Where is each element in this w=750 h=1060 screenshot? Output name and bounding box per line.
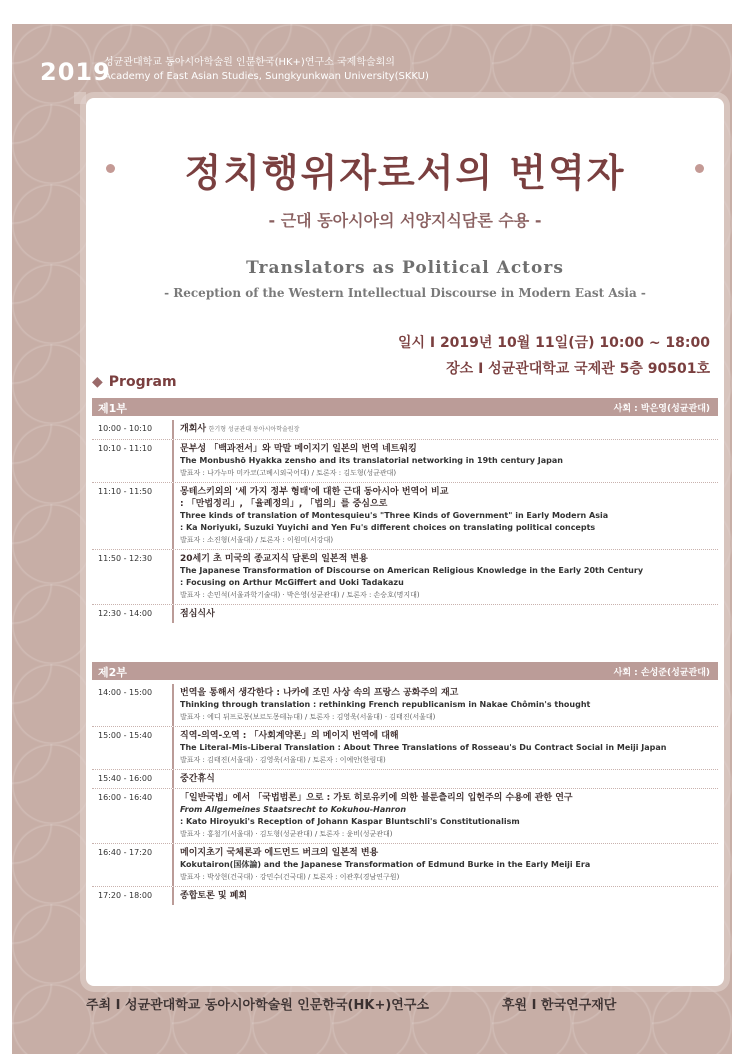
program-label: Program	[108, 374, 177, 390]
item-time: 11:10 - 11:50	[98, 487, 153, 496]
item-title-en: The Monbushō Hyakka zensho and its translatorial networking in 19th century Japan	[180, 456, 563, 465]
event-info	[398, 330, 710, 382]
item-body	[172, 684, 718, 726]
item-presenters: 발표자 : 박상현(건국대) · 강민수(건국대) / 토론자 : 이관후(경남연구원)	[180, 873, 400, 881]
item-subtitle-en: : Focusing on Arthur McGiffert and Uoki Tadakazu	[180, 578, 404, 587]
header-text	[104, 56, 429, 84]
item-time: 10:10 - 11:10	[98, 444, 153, 453]
schedule-item	[92, 550, 718, 605]
item-presenters: 발표자 : 나가누마 미카코(고베시외국어대) / 토론자 : 김도형(성균관대)	[180, 469, 397, 477]
item-body	[172, 844, 718, 886]
event-date: 일시 I 2019년 10월 11일(금) 10:00 ~ 18:00	[397, 335, 710, 351]
diamond-icon: ◆	[92, 374, 103, 390]
item-title-ko: 점심식사	[180, 609, 215, 619]
header-line1: 성균관대학교 동아시아학술원 인문한국(HK+)연구소 국제학술회의	[104, 57, 395, 68]
item-body	[172, 789, 718, 843]
item-time: 12:30 - 14:00	[98, 609, 153, 618]
schedule-item	[92, 440, 718, 483]
item-body	[172, 483, 718, 549]
item-presenters: 발표자 : 홍철기(서울대) · 김도형(성균관대) / 토론자 : 윤비(성균관대)	[180, 830, 393, 838]
item-subtitle-ko: : 「만법정리」, 「율례정의」, 「법의」를 중심으로	[180, 499, 388, 509]
session2-bar	[92, 662, 718, 680]
program-heading	[92, 374, 177, 390]
item-body	[172, 770, 718, 788]
session2-name: 제2부	[98, 666, 127, 679]
item-time: 10:00 - 10:10	[98, 424, 153, 433]
item-presenters: 발표자 : 소진형(서울대) / 토론자 : 이원미(서강대)	[180, 536, 334, 544]
item-title-en: The Literal-Mis-Liberal Translation : About Three Translations of Rosseau's Du Contract Social in Meiji Japan	[180, 743, 667, 752]
item-presenters: 발표자 : 에디 뒤프로몽(보르도몽테뉴대) / 토론자 : 김영욱(서울대) · 김태진(서울대)	[180, 713, 436, 721]
item-title-en: Thinking through translation : rethinking French republicanism in Nakae Chômin's thought	[180, 700, 591, 709]
content-card	[86, 98, 724, 986]
item-body	[172, 440, 718, 482]
item-title-ko: 직역-의역-오역 : 「사회계약론」의 메이지 번역에 대해	[180, 731, 399, 741]
schedule-item	[92, 770, 718, 789]
item-time: 15:00 - 15:40	[98, 731, 153, 740]
item-presenters: 발표자 : 손민석(서울과학기술대) · 박은영(성균관대) / 토론자 : 손승호(명지대)	[180, 591, 420, 599]
item-time: 15:40 - 16:00	[98, 774, 153, 783]
item-title-en: Kokutairon(国体論) and the Japanese Transformation of Edmund Burke in the Early Meiji Era	[180, 860, 591, 869]
footer-host: 주최 I 성균관대학교 동아시아학술원 인문한국(HK+)연구소	[86, 998, 429, 1013]
item-time: 11:50 - 12:30	[98, 554, 153, 563]
item-title-ko: 몽테스키외의 '세 가지 정부 형태'에 대한 근대 동아시아 번역어 비교	[180, 487, 449, 497]
item-time: 17:20 - 18:00	[98, 891, 153, 900]
schedule-item	[92, 844, 718, 887]
item-title-ko: 20세기 초 미국의 종교지식 담론의 일본적 변용	[180, 554, 368, 564]
schedule-item	[92, 727, 718, 770]
item-time: 16:40 - 17:20	[98, 848, 153, 857]
subtitle-korean: - 근대 동아시아의 서양지식담론 수용 -	[268, 211, 542, 230]
item-time: 16:00 - 16:40	[98, 793, 153, 802]
schedule-item	[92, 887, 718, 905]
header-year: 2019	[40, 58, 111, 86]
item-body	[172, 420, 718, 439]
event-place: 장소 I 성균관대학교 국제관 5층 90501호	[446, 361, 710, 377]
item-presenters: 발표자 : 김태진(서울대) · 김영욱(서울대) / 토론자 : 이예안(한림대)	[180, 756, 386, 764]
item-body	[172, 727, 718, 769]
item-subtitle-en: : Kato Hiroyuki's Reception of Johann Kaspar Bluntschli's Constitutionalism	[180, 817, 520, 826]
header-line2: Academy of East Asian Studies, Sungkyunkwan University(SKKU)	[104, 71, 429, 82]
item-title-en: The Japanese Transformation of Discourse on American Religious Knowledge in the Early 20th Century	[180, 566, 644, 575]
item-title-en: Three kinds of translation of Montesquieu's "Three Kinds of Government" in Early Modern Asia	[180, 511, 609, 520]
item-body	[172, 605, 718, 623]
item-title-ko: 「일반국법」에서 「국법범론」으로 : 가토 히로유키에 의한 블룬츨리의 입헌주의 수용에 관한 연구	[180, 793, 573, 803]
schedule-item	[92, 684, 718, 727]
schedule-item	[92, 483, 718, 550]
schedule-item	[92, 605, 718, 623]
session1-name: 제1부	[98, 402, 127, 415]
footer-sponsor: 후원 I 한국연구재단	[502, 998, 617, 1013]
session1-chair: 사회 : 박은영(성균관대)	[613, 404, 710, 414]
title-korean: 정치행위자로서의 번역자	[184, 151, 626, 195]
item-title-ko: 중간휴식	[180, 774, 215, 784]
item-title-ko: 번역을 통해서 생각한다 : 나카에 조민 사상 속의 프랑스 공화주의 재고	[180, 688, 459, 698]
item-title-ko: 종합토론 및 폐회	[180, 891, 248, 901]
session2-chair: 사회 : 손성준(성균관대)	[613, 668, 710, 678]
item-title-ko: 메이지초기 국체론과 에드먼드 버크의 일본적 변용	[180, 848, 379, 858]
item-title-ko: 문부성 「백과전서」와 막말 메이지기 일본의 번역 네트워킹	[180, 444, 417, 454]
item-title-ko: 개회사	[180, 424, 207, 434]
item-speaker: 한기형 성균관대 동아시아학술원장	[208, 426, 300, 433]
item-body	[172, 887, 718, 905]
subtitle-english: - Reception of the Western Intellectual Discourse in Modern East Asia -	[164, 286, 646, 300]
schedule-item	[92, 789, 718, 844]
schedule-item	[92, 420, 718, 440]
session2-items	[92, 684, 718, 905]
session1-items	[92, 420, 718, 623]
item-body	[172, 550, 718, 604]
item-time: 14:00 - 15:00	[98, 688, 153, 697]
session1-bar	[92, 398, 718, 416]
title-english: Translators as Political Actors	[246, 258, 564, 278]
item-title-en: From Allgemeines Staatsrecht to Kokuhou-Hanron	[180, 805, 407, 814]
item-subtitle-en: : Ka Noriyuki, Suzuki Yuyichi and Yen Fu's different choices on translating political concepts	[180, 523, 596, 532]
